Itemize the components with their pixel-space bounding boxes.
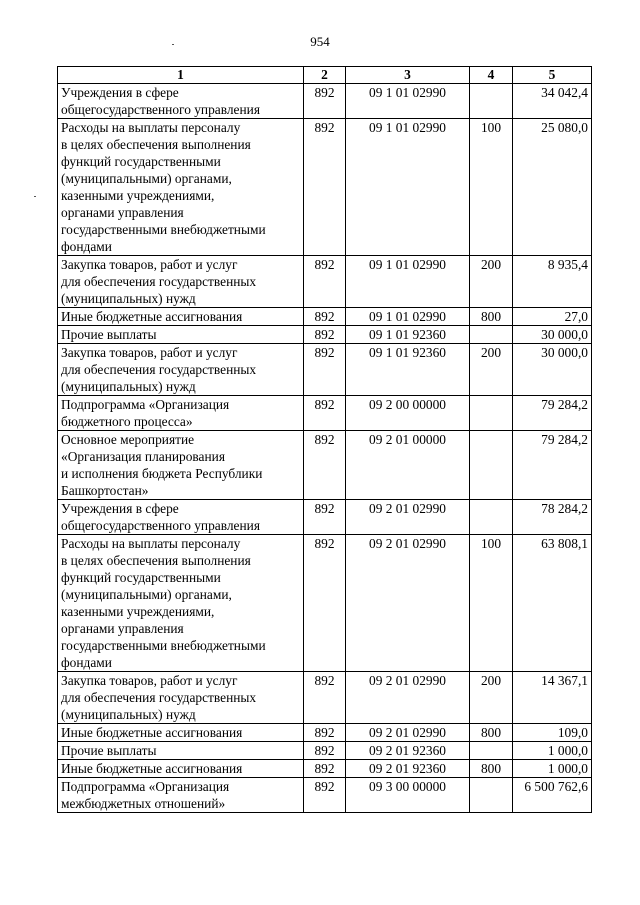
row-item-name: Закупка товаров, работ и услуг для обеспечения государственных (муниципальных) нужд [58,344,304,396]
row-target-article: 09 2 01 02990 [346,672,470,724]
row-target-article: 09 2 01 02990 [346,535,470,672]
row-target-article: 09 1 01 02990 [346,119,470,256]
row-target-article: 09 2 00 00000 [346,396,470,431]
column-header: 1 [58,67,304,84]
table-row [58,396,592,431]
row-ministry-code: 892 [304,724,346,742]
row-amount: 8 935,4 [513,256,592,308]
row-expense-type: 100 [470,119,513,256]
column-header: 4 [470,67,513,84]
row-amount: 25 080,0 [513,119,592,256]
row-amount: 27,0 [513,308,592,326]
table-row [58,431,592,500]
row-expense-type [470,84,513,119]
page-number: 954 [310,34,330,49]
table-row [58,119,592,256]
row-item-name: Подпрограмма «Организация межбюджетных отношений» [58,778,304,813]
row-expense-type [470,431,513,500]
table-row [58,724,592,742]
row-amount: 6 500 762,6 [513,778,592,813]
row-ministry-code: 892 [304,256,346,308]
row-item-name: Прочие выплаты [58,326,304,344]
row-ministry-code: 892 [304,344,346,396]
row-ministry-code: 892 [304,308,346,326]
row-target-article: 09 2 01 02990 [346,724,470,742]
column-header: 5 [513,67,592,84]
row-item-name: Основное мероприятие «Организация планирования и исполнения бюджета Республики Башкортостан» [58,431,304,500]
row-item-name: Закупка товаров, работ и услуг для обеспечения государственных (муниципальных) нужд [58,256,304,308]
row-target-article: 09 1 01 02990 [346,84,470,119]
row-ministry-code: 892 [304,535,346,672]
row-item-name: Прочие выплаты [58,742,304,760]
row-expense-type: 200 [470,256,513,308]
table-row [58,535,592,672]
budget-table [57,66,592,813]
row-amount: 79 284,2 [513,431,592,500]
row-amount: 78 284,2 [513,500,592,535]
row-item-name: Иные бюджетные ассигнования [58,308,304,326]
row-target-article: 09 3 00 00000 [346,778,470,813]
table-row [58,256,592,308]
row-ministry-code: 892 [304,778,346,813]
row-target-article: 09 2 01 02990 [346,500,470,535]
row-ministry-code: 892 [304,326,346,344]
row-item-name: Расходы на выплаты персоналу в целях обеспечения выполнения функций государственными (муниципальными) органами, казенными учреждениями, органами управления государственными внебюджетными фондами [58,535,304,672]
table-row [58,344,592,396]
row-amount: 63 808,1 [513,535,592,672]
row-item-name: Закупка товаров, работ и услуг для обеспечения государственных (муниципальных) нужд [58,672,304,724]
table-row [58,760,592,778]
row-amount: 30 000,0 [513,326,592,344]
row-item-name: Учреждения в сфере общегосударственного управления [58,500,304,535]
row-target-article: 09 2 01 92360 [346,760,470,778]
row-target-article: 09 1 01 92360 [346,344,470,396]
row-ministry-code: 892 [304,742,346,760]
row-expense-type: 800 [470,760,513,778]
row-expense-type: 800 [470,308,513,326]
row-expense-type [470,500,513,535]
row-expense-type: 200 [470,344,513,396]
row-expense-type [470,326,513,344]
row-amount: 109,0 [513,724,592,742]
table-row [58,326,592,344]
row-amount: 34 042,4 [513,84,592,119]
row-target-article: 09 1 01 02990 [346,256,470,308]
scan-speck [34,196,36,197]
row-expense-type: 800 [470,724,513,742]
row-amount: 14 367,1 [513,672,592,724]
row-expense-type: 200 [470,672,513,724]
column-header: 2 [304,67,346,84]
table-row [58,84,592,119]
row-ministry-code: 892 [304,760,346,778]
header-row [58,67,592,84]
row-item-name: Иные бюджетные ассигнования [58,724,304,742]
table-row [58,500,592,535]
row-ministry-code: 892 [304,84,346,119]
row-amount: 1 000,0 [513,760,592,778]
row-amount: 1 000,0 [513,742,592,760]
row-item-name: Расходы на выплаты персоналу в целях обеспечения выполнения функций государственными (муниципальными) органами, казенными учреждениями, органами управления государственными внебюджетными фондами [58,119,304,256]
row-target-article: 09 2 01 00000 [346,431,470,500]
row-item-name: Иные бюджетные ассигнования [58,760,304,778]
table-row [58,672,592,724]
row-target-article: 09 1 01 92360 [346,326,470,344]
row-expense-type [470,396,513,431]
row-item-name: Подпрограмма «Организация бюджетного процесса» [58,396,304,431]
row-target-article: 09 2 01 92360 [346,742,470,760]
row-ministry-code: 892 [304,119,346,256]
column-header: 3 [346,67,470,84]
row-expense-type: 100 [470,535,513,672]
table-row [58,778,592,813]
row-ministry-code: 892 [304,396,346,431]
row-amount: 30 000,0 [513,344,592,396]
row-item-name: Учреждения в сфере общегосударственного управления [58,84,304,119]
row-target-article: 09 1 01 02990 [346,308,470,326]
table-row [58,742,592,760]
scan-speck [172,44,174,45]
row-expense-type [470,778,513,813]
row-ministry-code: 892 [304,672,346,724]
row-ministry-code: 892 [304,500,346,535]
row-expense-type [470,742,513,760]
table-row [58,308,592,326]
row-ministry-code: 892 [304,431,346,500]
row-amount: 79 284,2 [513,396,592,431]
